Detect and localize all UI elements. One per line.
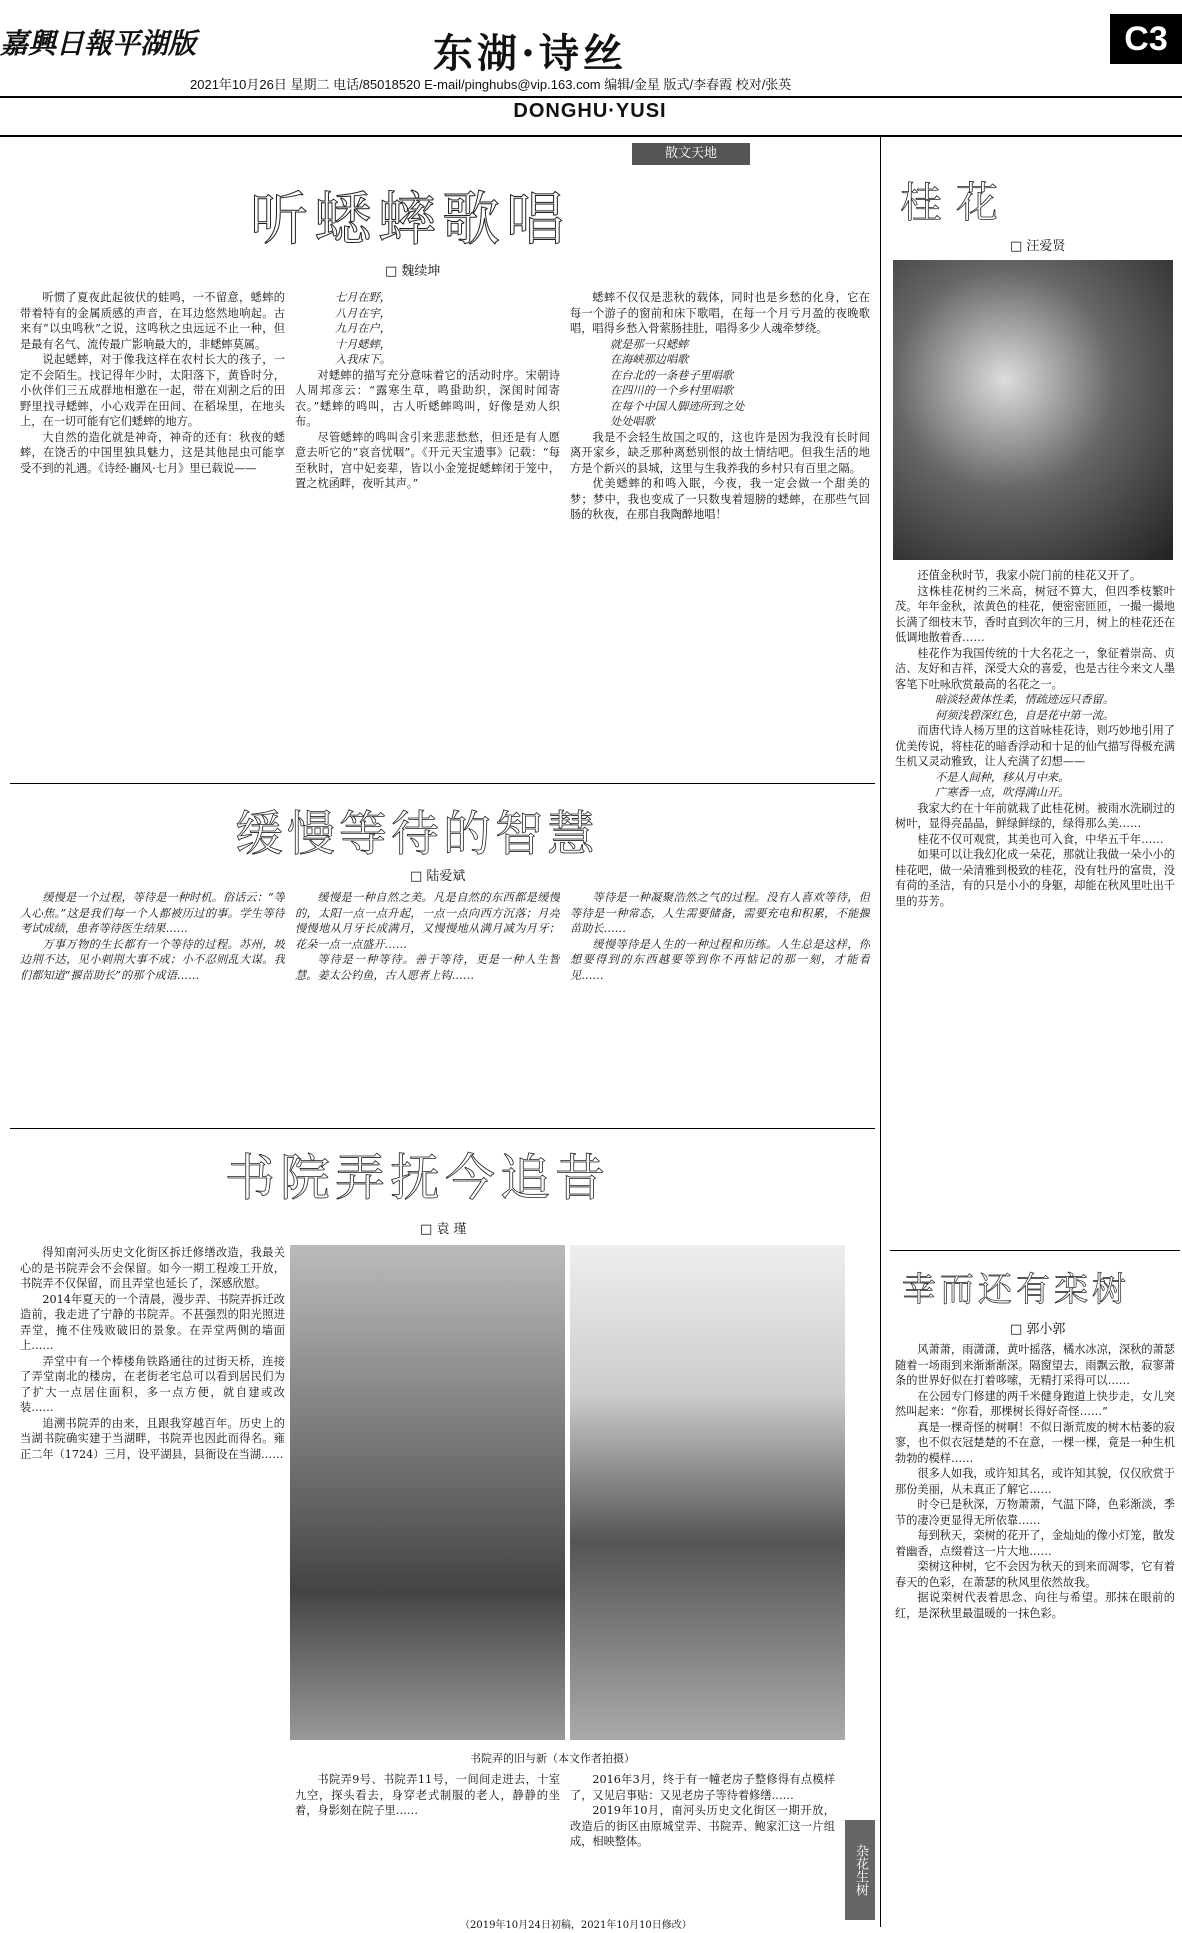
header-rule <box>0 96 1182 98</box>
poem-line: 七月在野， <box>335 291 391 304</box>
paragraph: 追溯书院弄的由来，且跟我穿越百年。历史上的当湖书院确实建于当湖畔，书院弄也因此而得名。雍正二年（1724）三月，设平湖县，县衙设在当湖…… <box>20 1416 285 1461</box>
paragraph: 我是不会轻生故国之叹的，这也许是因为我没有长时间离开家乡，缺乏那种离愁别恨的故土情结吧。但我生活的地方是个新兴的县城，这里与生我养我的乡村只有百里之隔。 <box>570 430 870 475</box>
paragraph: 万事万物的生长都有一个等待的过程。苏州，坡边荆不达，见小刺荆大事不成；小不忍则乱大谋。我们都知道“揠苗助长”的那个成语…… <box>20 937 285 982</box>
paragraph: 在公园专门修建的两千米健身跑道上快步走，女儿突然叫起来：“你看，那棵树长得好奇怪……” <box>895 1389 1175 1418</box>
paragraph: 如果可以让我幻化成一朵花，那就让我做一朵小小的桂花吧，做一朵清雅到极致的桂花，没有牡丹的富贵，没有荷的圣洁，有的只是小小的身躯，却能在秋风里吐出千里的芬芳。 <box>895 848 1175 908</box>
article2-col1 <box>20 890 285 1120</box>
paragraph: 这株桂花树约三米高，树冠不算大，但四季枝繁叶茂。年年金秋，浓黄色的桂花，便密密匝匝，一撮一撮地长满了细枝末节，香时直到次年的三月，树上的桂花还在低调地散着香…… <box>895 584 1175 644</box>
paragraph: 优美蟋蟀的和鸣入眠，今夜，我一定会做一个甜美的梦；梦中，我也变成了一只数曳着翅膀的蟋蟀，在那些气回肠的秋夜，在那自我陶醉地唱！ <box>570 477 870 521</box>
paragraph: 真是一棵奇怪的树啊！不似日渐荒废的树木枯萎的寂寥，也不似衣冠楚楚的不在意，一棵一棵，竟是一种生机勃勃的模样…… <box>895 1420 1175 1465</box>
issue-info: 2021年10月26日 星期二 电话/85018520 E-mail/pinghubs@vip.163.com 编辑/金星 版式/李春霞 校对/张英 <box>190 77 792 92</box>
section-pinyin: DONGHU·YUSI <box>513 100 667 122</box>
poem-line: 在四川的一个乡村里唱歌 <box>610 384 734 397</box>
poem-line: 入我床下。 <box>335 353 391 366</box>
paragraph: 时令已是秋深，万物萧萧，气温下降，色彩渐淡，季节的凄冷更显得无所依靠…… <box>895 1498 1175 1527</box>
newspaper-logo: 嘉興日報平湖版 <box>0 27 197 60</box>
poem-line: 九月在户， <box>335 322 391 335</box>
paragraph: 弄堂中有一个棒楼角铁路通往的过街天桥，连接了弄堂南北的楼房，在老街老宅总可以看到居民们为了扩大一点居住面积，多一点方便，就自建或改装…… <box>20 1354 285 1414</box>
paragraph: 栾树这种树，它不会因为秋天的到来而凋零，它有着春天的色彩，在萧瑟的秋风里依然故我。 <box>895 1560 1175 1589</box>
article1-author: □ 魏续坤 <box>385 264 441 279</box>
poem-line: 广寒香一点，吹得满山开。 <box>935 786 1070 799</box>
luanshu-title: 幸而还有栾树 <box>902 1270 1130 1310</box>
header-rule-2 <box>0 135 1182 137</box>
paragraph: 风萧萧，雨潇潇，黄叶摇落，橘水冰凉，深秋的萧瑟随着一场雨到来渐渐渐深。隔窗望去，雨飘云散，寂寥萧条的世界好似在打着哆嗦，无精打采得可以…… <box>895 1343 1175 1387</box>
article2-col3 <box>570 890 870 1120</box>
paragraph: 缓慢等待是人生的一种过程和历练。人生总是这样，你想要得到的东西越要等到你不再惦记的那一刻，才能看见…… <box>570 937 870 982</box>
poem-line: 何须浅碧深红色，自是花中第一流。 <box>935 708 1115 722</box>
article1-title: 听蟋蟀歌唱 <box>250 185 571 250</box>
paragraph: 蟋蟀不仅仅是悲秋的载体，同时也是乡愁的化身，它在每一个游子的窗前和床下歌唱，在每一个月亏月盈的夜晚歌唱，唱得乡愁入骨萦肠挂肚，唱得多少人魂牵梦绕。 <box>570 291 870 335</box>
article3-title: 书院弄抚今追昔 <box>225 1149 610 1207</box>
column-divider <box>880 137 881 1927</box>
photo-old-alley <box>290 1245 565 1740</box>
osmanthus-photo <box>893 260 1173 560</box>
luanshu-author: □ 郭小郭 <box>1010 1322 1066 1336</box>
poem-line: 在海峡那边唱歌 <box>610 353 689 366</box>
article2-col2 <box>295 890 560 1120</box>
paragraph: 对蟋蟀的描写充分意味着它的活动时序。宋朝诗人周邦彦云：“露寒生草，鸣蛩助织，深闺时闻寄衣。”蟋蟀的鸣叫，古人听蟋蟀鸣叫，好像是劝人织布。 <box>295 368 560 428</box>
guihua-author: □ 汪爱贤 <box>1010 239 1066 253</box>
paragraph: 大自然的造化就是神奇，神奇的还有：秋夜的蟋蟀，在饶舌的中国里独具魅力，这是其他昆虫可能享受不到的礼遇。《诗经·豳风·七月》里已载说—— <box>20 430 285 475</box>
section-title: 东湖·诗丝 <box>433 30 627 72</box>
article3-footnote: （2019年10月24日初稿，2021年10月10日修改） <box>460 1920 692 1930</box>
paragraph: 缓慢是一个过程，等待是一种时机。俗话云：“等人心焦。”这是我们每一个人都被历过的事。学生等待考试成绩，患者等待医生结果…… <box>20 891 285 935</box>
poem-line: 就是那一只蟋蟀 <box>610 337 689 351</box>
article2-author: □ 陆爱斌 <box>410 869 466 883</box>
paragraph: 2014年夏天的一个清晨，漫步弄、书院弄拆迁改造前，我走进了宁静的书院弄。不甚强烈的阳光照进弄堂，掩不住残败破旧的景象。在弄堂两侧的墙面上…… <box>20 1292 285 1352</box>
poem-line: 暗淡轻黄体性柔，情疏迹远只香留。 <box>935 693 1115 706</box>
photo-caption: 书院弄的旧与新（本文作者拍摄） <box>470 1752 635 1765</box>
paragraph: 书院弄9号、书院弄11号，一间间走进去，十室九空，探头看去，身穿老式制服的老人，静静的坐着，身影刻在院子里…… <box>295 1773 560 1817</box>
article1-col1 <box>20 290 285 775</box>
article3-author: □ 袁 瑾 <box>420 1222 467 1236</box>
luanshu-body <box>895 1342 1175 1927</box>
article-divider <box>10 783 875 784</box>
guihua-body <box>895 568 1175 1238</box>
paragraph: 据说栾树代表着思念、向往与希望。那抹在眼前的红，是深秋里最温暖的一抹色彩。 <box>895 1591 1175 1620</box>
paragraph: 还值金秋时节，我家小院门前的桂花又开了。 <box>917 569 1142 582</box>
article3-col1 <box>20 1245 285 1925</box>
section-tag: 散文天地 <box>632 143 750 165</box>
paragraph: 2019年10月，南河头历史文化街区一期开放，改造后的街区由原城堂弄、书院弄、鲍家汇这一片组成，相映整体。 <box>570 1804 835 1848</box>
photo-new-alley <box>570 1245 845 1740</box>
paragraph: 等待是一种等待。善于等待，更是一种人生智慧。姜太公钓鱼，古人愿者上钩…… <box>295 953 560 982</box>
paragraph: 很多人如我，或许知其名，或许知其貌，仅仅欣赏于那份美丽，从未真正了解它…… <box>895 1467 1175 1496</box>
paragraph: 尽管蟋蟀的鸣叫含引来悲悲愁愁，但还是有人愿意去听它的“哀音忧咽”。《开元天宝遗事》记载：“每至秋时，宫中妃妾辈，皆以小金笼捉蟋蟀闭于笼中，置之枕函畔，夜听其声。” <box>295 430 560 490</box>
article1-col3 <box>570 290 870 775</box>
paragraph: 每到秋天，栾树的花开了，金灿灿的像小灯笼，散发着幽香，点缀着这一片大地…… <box>895 1529 1175 1558</box>
paragraph: 而唐代诗人杨万里的这首咏桂花诗，则巧妙地引用了优美传说，将桂花的暗香浮动和十足的仙气描写得极充满生机又灵动雅致，让人充满了幻想—— <box>895 724 1175 768</box>
guihua-title: 桂花 <box>900 178 1013 227</box>
poem-line: 处处唱歌 <box>610 415 655 428</box>
paragraph: 桂花不仅可观赏，其美也可入食，中华五千年…… <box>917 832 1164 846</box>
paragraph: 桂花作为我国传统的十大名花之一，象征着崇高、贞洁、友好和吉祥，深受大众的喜爱，也是古往今来文人墨客笔下吐咏欣赏最高的名花之一。 <box>895 646 1175 691</box>
poem-line: 八月在宇， <box>335 306 391 320</box>
poem-line: 十月蟋蟀， <box>335 337 391 351</box>
paragraph: 我家大约在十年前就栽了此桂花树。被雨水洗刷过的树叶，显得亮晶晶，鲜绿鲜绿的，绿得那么美…… <box>895 801 1175 830</box>
article1-col2 <box>295 290 560 775</box>
poem-line: 在每个中国人脚迹所到之处 <box>610 399 745 413</box>
poem-line: 在台北的一条巷子里唱歌 <box>610 368 734 382</box>
sidebar-divider <box>890 1250 1180 1251</box>
paragraph: 说起蟋蟀，对于像我这样在农村长大的孩子，一定不会陌生。找记得年少时，太阳落下，黄昏时分，小伙伴们三五成群地相邀在一起，带在刈割之后的田野里找寻蟋蟀，小心戏弄在田间、在稻垛里，在地头上，在一切可能有它们蟋蟀的地方。 <box>20 353 285 428</box>
article-divider <box>10 1128 875 1129</box>
paragraph: 得知南河头历史文化街区拆迁修缮改造，我最关心的是书院弄会不会保留。如今一期工程竣工开放，书院弄不仅保留，而且弄堂也延长了，深感欣慰。 <box>20 1246 285 1290</box>
paragraph: 缓慢是一种自然之美。凡是自然的东西都是缓慢的，太阳一点一点升起，一点一点向西方沉落；月亮慢慢地从月牙长成满月，又慢慢地从满月减为月牙；花朵一点一点盛开…… <box>295 891 560 951</box>
article3-col2 <box>295 1772 560 1922</box>
vertical-column-tag: 杂花生树 <box>845 1820 875 1920</box>
paragraph: 等待是一种凝聚浩然之气的过程。没有人喜欢等待，但等待是一种常态，人生需要储备，需要充电和积累，不能揠苗助长…… <box>570 891 870 935</box>
article2-title: 缓慢等待的智慧 <box>235 806 600 862</box>
poem-line: 不是人间种，移从月中来。 <box>935 770 1070 784</box>
paragraph: 2016年3月，终于有一幢老房子整修得有点模样了，又见启事贴：又见老房子等待着修缮…… <box>570 1773 835 1802</box>
paragraph: 听惯了夏夜此起彼伏的蛙鸣，一不留意，蟋蟀的带着特有的金属质感的声音，在耳边悠然地响起。古来有“以虫鸣秋”之说，这鸣秋之虫远远不止一种，但是最有名气、流传最广影响最大的，非蟋蟀莫属。 <box>20 291 285 351</box>
page-number: C3 <box>1110 14 1182 64</box>
article3-col3 <box>570 1772 835 1912</box>
